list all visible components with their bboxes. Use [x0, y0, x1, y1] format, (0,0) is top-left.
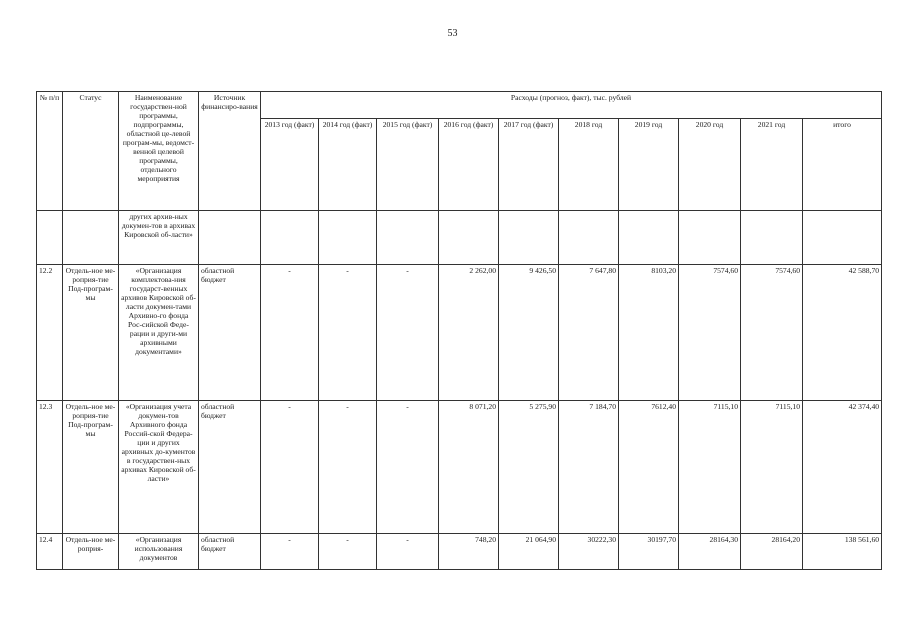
cell-value: - [377, 401, 439, 534]
header-year: 2018 год [559, 119, 619, 211]
cell-status: Отдель-ное ме-роприя- [63, 534, 119, 570]
cell-value: - [261, 534, 319, 570]
page-number: 53 [447, 28, 458, 39]
cell-value: 8 071,20 [439, 401, 499, 534]
cell-empty [199, 211, 261, 265]
header-year: 2015 год (факт) [377, 119, 439, 211]
header-expenses: Расходы (прогноз, факт), тыс. рублей [261, 92, 882, 119]
cell-value: 28164,30 [679, 534, 741, 570]
cell-total: 138 561,60 [803, 534, 882, 570]
cell-empty [741, 211, 803, 265]
header-year: 2019 год [619, 119, 679, 211]
cell-value: 7612,40 [619, 401, 679, 534]
cell-value: 7574,60 [741, 265, 803, 401]
cell-empty [63, 211, 119, 265]
cell-value: 7 184,70 [559, 401, 619, 534]
cell-num: 12.2 [37, 265, 63, 401]
cell-source: областной бюджет [199, 534, 261, 570]
cell-value: 30222,30 [559, 534, 619, 570]
table-row [37, 265, 882, 401]
header-year: 2021 год [741, 119, 803, 211]
header-name: Наименование государствен-ной программы, подпрограммы, областной це-левой програм-мы, ведомст-венной целевой программы, отдельного мероприятия [119, 92, 199, 211]
header-year: 2016 год (факт) [439, 119, 499, 211]
cell-empty [261, 211, 319, 265]
cell-empty [319, 211, 377, 265]
cell-empty [439, 211, 499, 265]
cell-empty [37, 211, 63, 265]
table-row [37, 401, 882, 534]
cell-value: 748,20 [439, 534, 499, 570]
cell-value: 7115,10 [741, 401, 803, 534]
cell-total: 42 374,40 [803, 401, 882, 534]
cell-name: других архив-ных докумен-тов в архивах Кировской об-ласти» [119, 211, 199, 265]
header-year: 2014 год (факт) [319, 119, 377, 211]
header-source: Источник финансиро-вания [199, 92, 261, 211]
cell-status: Отдель-ное ме-роприя-тие Под-програм-мы [63, 265, 119, 401]
cell-status: Отдель-ное ме-роприя-тие Под-програм-мы [63, 401, 119, 534]
cell-num: 12.3 [37, 401, 63, 534]
cell-name: «Организация учета докумен-тов Архивного фонда Россий-ской Федера-ции и других архивных до-кументов в государствен-ных архивах Кировской об-ласти» [119, 401, 199, 534]
cell-value: 2 262,00 [439, 265, 499, 401]
cell-value: - [261, 401, 319, 534]
header-year: 2013 год (факт) [261, 119, 319, 211]
cell-value: 9 426,50 [499, 265, 559, 401]
cell-value: 7 647,80 [559, 265, 619, 401]
cell-value: 21 064,90 [499, 534, 559, 570]
cell-empty [803, 211, 882, 265]
cell-name: «Организация использования документов [119, 534, 199, 570]
cell-value: - [319, 401, 377, 534]
cell-value: 28164,20 [741, 534, 803, 570]
cell-empty [377, 211, 439, 265]
cell-value: - [377, 534, 439, 570]
header-year: 2020 год [679, 119, 741, 211]
cell-source: областной бюджет [199, 265, 261, 401]
cell-value: 30197,70 [619, 534, 679, 570]
cell-empty [619, 211, 679, 265]
cell-empty [559, 211, 619, 265]
cell-value: - [261, 265, 319, 401]
cell-num: 12.4 [37, 534, 63, 570]
table-header-row [37, 92, 882, 119]
cell-value: 7574,60 [679, 265, 741, 401]
cell-value: - [319, 534, 377, 570]
cell-source: областной бюджет [199, 401, 261, 534]
budget-table [36, 91, 882, 570]
cell-empty [499, 211, 559, 265]
cell-value: - [319, 265, 377, 401]
table-row-continuation [37, 211, 882, 265]
cell-total: 42 588,70 [803, 265, 882, 401]
header-total: итого [803, 119, 882, 211]
header-year: 2017 год (факт) [499, 119, 559, 211]
header-status: Статус [63, 92, 119, 211]
header-num: № п/п [37, 92, 63, 211]
cell-value: 8103,20 [619, 265, 679, 401]
cell-value: 7115,10 [679, 401, 741, 534]
cell-empty [679, 211, 741, 265]
cell-value: - [377, 265, 439, 401]
table-row [37, 534, 882, 570]
cell-name: «Организация комплектова-ния государст-венных архивов Кировской об-ласти докумен-тами Архивно-го фонда Рос-сийской Феде-рации и други-ми архивными документами» [119, 265, 199, 401]
cell-value: 5 275,90 [499, 401, 559, 534]
